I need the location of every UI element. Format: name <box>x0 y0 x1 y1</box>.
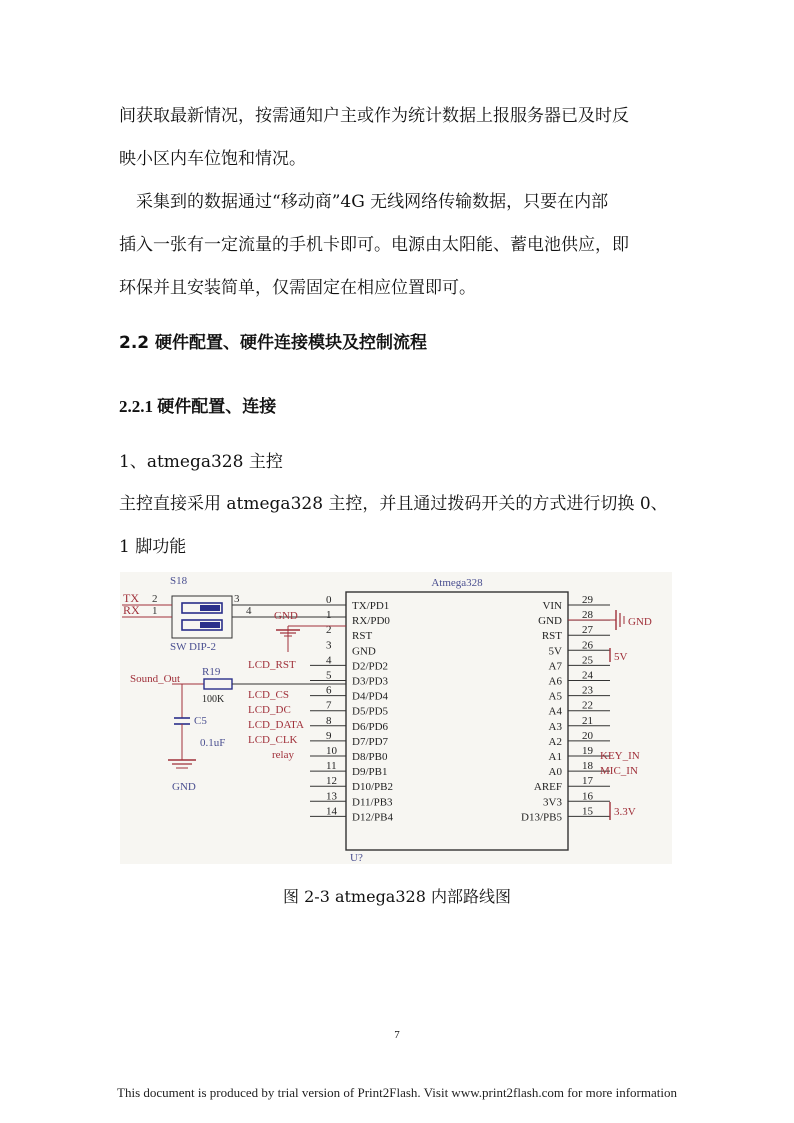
pin-number: 13 <box>326 790 337 803</box>
body-text-line: 主控直接采用 atmega328 主控，并且通过拨码开关的方式进行切换 0、 <box>119 494 668 514</box>
pin-name: A4 <box>548 705 562 718</box>
pin-name: D7/PD7 <box>352 735 389 748</box>
pin-number: 0 <box>326 594 332 606</box>
figure-caption: 图 2-3 atmega328 内部路线图 <box>283 887 511 906</box>
right-gnd-net-label: GND <box>628 616 652 628</box>
pin-name: AREF <box>533 781 562 794</box>
pin-name: VIN <box>542 600 562 612</box>
switch-ref: S18 <box>170 575 188 587</box>
atmega328-schematic <box>120 572 672 864</box>
mic-in-net-label: MIC_IN <box>600 765 638 777</box>
pin-number: 28 <box>582 609 593 622</box>
section-heading: 2.2 硬件配置、硬件连接模块及控制流程 <box>119 333 428 353</box>
pin-number: 19 <box>582 745 593 757</box>
capacitor-ref: C5 <box>194 715 207 727</box>
pin-number: 1 <box>326 609 332 622</box>
chip-title: Atmega328 <box>431 577 483 589</box>
pin-name: GND <box>538 615 562 628</box>
pin-number: 25 <box>582 654 593 667</box>
right-ground-symbol <box>568 610 624 630</box>
relay-net-label: relay <box>272 749 294 761</box>
5v-net-label: 5V <box>614 651 628 663</box>
pin-number: 11 <box>326 760 337 773</box>
pin-name: 5V <box>548 645 562 658</box>
key-in-net-label: KEY_IN <box>600 750 640 762</box>
body-text-line: 采集到的数据通过“移动商”4G 无线网络传输数据，只要在内部 <box>119 192 609 212</box>
resistor-value: 100K <box>202 694 225 705</box>
subsection-heading: 2.2.1 硬件配置、连接 <box>119 397 277 416</box>
pin-name: A7 <box>548 660 562 673</box>
pin-number: 22 <box>582 699 593 712</box>
rx-net-label: RX <box>123 603 140 617</box>
pin-name: D13/PB5 <box>521 811 562 824</box>
pin-name: 3V3 <box>543 796 562 809</box>
pin-number: 24 <box>582 669 593 682</box>
pin-name: D6/PD6 <box>352 720 389 733</box>
pin-name: D10/PB2 <box>352 781 393 794</box>
pin-name: D4/PD4 <box>352 690 389 703</box>
pin-name: D3/PD3 <box>352 675 389 688</box>
pin-number: 26 <box>582 639 593 652</box>
chip-ref: U? <box>350 852 363 864</box>
pin-name: D5/PD5 <box>352 705 389 718</box>
switch-pin: 1 <box>152 605 158 617</box>
ground-symbol <box>276 626 346 652</box>
gnd-net-label: GND <box>274 610 298 622</box>
body-text-line: 1 脚功能 <box>119 537 187 557</box>
pin-name: A5 <box>548 690 562 703</box>
pin-number: 23 <box>582 684 593 697</box>
pin-number: 12 <box>326 775 337 788</box>
tx-net-label: TX <box>123 591 139 605</box>
ground-label: GND <box>172 781 196 793</box>
pin-name: D9/PB1 <box>352 766 388 779</box>
pin-name: D8/PB0 <box>352 751 388 763</box>
pin-name: RST <box>541 630 562 643</box>
page-number: 7 <box>394 1029 400 1041</box>
switch-pin: 4 <box>246 605 252 617</box>
lcd-rst-net-label: LCD_RST <box>248 659 296 671</box>
pin-number: 6 <box>326 684 332 697</box>
pin-number: 7 <box>326 699 332 712</box>
pin-number: 3 <box>326 639 332 652</box>
sound-out-net-label: Sound_Out <box>130 673 181 685</box>
pin-name: D12/PB4 <box>352 811 393 824</box>
pin-number: 8 <box>326 714 332 727</box>
body-text-line: 间获取最新情况，按需通知户主或作为统计数据上报服务器已及时反 <box>119 106 629 126</box>
pin-name: A3 <box>548 720 562 733</box>
pin-name: RST <box>352 630 373 643</box>
switch-model: SW DIP-2 <box>170 641 216 653</box>
body-text-line: 映小区内车位饱和情况。 <box>119 149 306 169</box>
switch-pin: 2 <box>152 593 158 605</box>
pin-name: D11/PB3 <box>352 796 393 809</box>
body-text-line: 插入一张有一定流量的手机卡即可。电源由太阳能、蓄电池供应，即 <box>119 235 629 255</box>
pin-name: A0 <box>548 766 562 779</box>
pin-number: 2 <box>326 624 332 637</box>
body-text-line: 环保并且安装简单，仅需固定在相应位置即可。 <box>119 278 476 298</box>
pin-name: D2/PD2 <box>352 660 389 673</box>
trial-notice: This document is produced by trial version of Print2Flash. Visit www.print2flash.com for more information <box>117 1085 677 1100</box>
pin-number: 14 <box>326 805 337 818</box>
pin-number: 9 <box>326 729 332 742</box>
pin-name: A6 <box>548 675 562 688</box>
pin-number: 4 <box>326 654 332 667</box>
pin-name: TX/PD1 <box>352 600 390 612</box>
lcd-data-net-label: LCD_DATA <box>248 719 304 731</box>
3v3-net-label: 3.3V <box>614 806 636 818</box>
pin-number: 17 <box>582 775 593 788</box>
resistor-ref: R19 <box>202 666 221 678</box>
lcd-dc-net-label: LCD_DC <box>248 704 291 716</box>
item-heading: 1、atmega328 主控 <box>119 452 283 472</box>
pin-number: 27 <box>582 624 593 637</box>
pin-number: 21 <box>582 714 593 727</box>
pin-number: 18 <box>582 760 593 773</box>
pin-number: 29 <box>582 594 593 606</box>
capacitor-value: 0.1uF <box>200 737 226 749</box>
pin-name: A2 <box>548 735 562 748</box>
pin-number: 15 <box>582 805 593 818</box>
pin-name: RX/PD0 <box>352 615 390 628</box>
lcd-clk-net-label: LCD_CLK <box>248 734 298 746</box>
capacitor <box>168 684 196 768</box>
pin-number: 5 <box>326 669 332 682</box>
lcd-cs-net-label: LCD_CS <box>248 689 289 701</box>
pin-name: GND <box>352 645 376 658</box>
pin-number: 10 <box>326 745 337 757</box>
pin-name: A1 <box>548 751 562 763</box>
pin-number: 20 <box>582 729 593 742</box>
switch-pin: 3 <box>234 593 240 605</box>
pin-number: 16 <box>582 790 593 803</box>
